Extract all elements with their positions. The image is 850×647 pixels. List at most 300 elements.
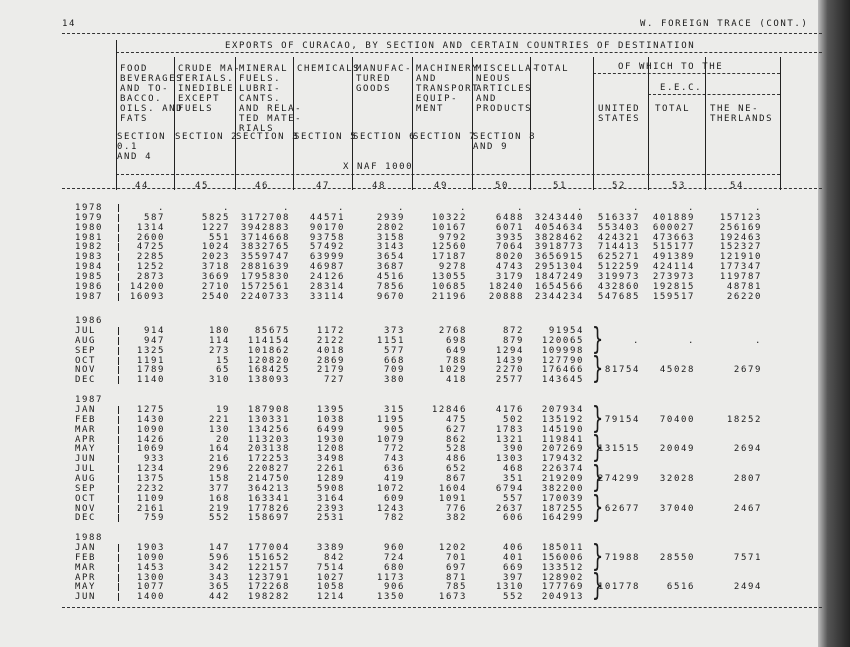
group-brace: } xyxy=(591,538,604,574)
column-section: SECTION 5 xyxy=(294,132,358,142)
table-cell: 12846 xyxy=(431,405,467,415)
table-cell: 1930 xyxy=(316,434,345,445)
quarter-cell: 6516 xyxy=(666,582,695,593)
column-section: SECTION 7 xyxy=(413,132,477,142)
table-cell: 176466 xyxy=(541,365,584,376)
table-cell: 177004 xyxy=(247,543,290,553)
table-cell: 26220 xyxy=(726,291,762,302)
table-cell: 113203 xyxy=(247,434,290,445)
table-cell: 3718 xyxy=(201,262,230,273)
row-label: 1983 xyxy=(75,252,104,263)
table-cell: 219 xyxy=(208,503,230,514)
table-cell: 1151 xyxy=(376,335,405,346)
row-label: 1979 xyxy=(75,212,104,223)
row-label: 1984 xyxy=(75,262,104,273)
table-cell: 364213 xyxy=(247,483,290,494)
row-label: 1981 xyxy=(75,232,104,243)
column-heading: UNITED STATES xyxy=(598,104,641,124)
table-cell: 192815 xyxy=(652,281,695,292)
table-cell: 187908 xyxy=(247,405,290,415)
quarter-cell: 274299 xyxy=(597,473,640,484)
table-cell: 468 xyxy=(502,464,524,475)
row-label: JUN xyxy=(75,592,97,603)
table-cell: 3164 xyxy=(316,493,345,504)
table-cell: 557 xyxy=(502,493,524,504)
dashed-rule xyxy=(648,94,780,95)
table-cell: 1058 xyxy=(316,582,345,593)
row-label: AUG xyxy=(75,335,97,346)
table-cell: 1795830 xyxy=(240,271,290,282)
table-cell: 14200 xyxy=(129,281,165,292)
row-label: 1980 xyxy=(75,222,104,233)
table-cell: 143645 xyxy=(541,375,584,386)
table-cell: 1202 xyxy=(438,543,467,553)
table-cell: 4743 xyxy=(495,262,524,273)
table-cell: 3654 xyxy=(376,252,405,263)
unit-label: X NAF 1000 xyxy=(343,162,414,172)
table-cell: 1275 xyxy=(136,405,165,415)
row-label: MAR xyxy=(75,424,97,435)
table-cell: 7514 xyxy=(316,562,345,573)
table-cell: 668 xyxy=(383,355,405,366)
table-cell: 6499 xyxy=(316,424,345,435)
table-cell: 207269 xyxy=(541,444,584,455)
table-cell: 2881639 xyxy=(240,262,290,273)
table-title: EXPORTS OF CURACAO, BY SECTION AND CERTAIN COUNTRIES OF DESTINATION xyxy=(225,41,696,51)
table-cell: 528 xyxy=(445,444,467,455)
table-cell: 7856 xyxy=(376,281,405,292)
table-cell: 3498 xyxy=(316,454,345,465)
table-cell: 1024 xyxy=(201,242,230,253)
table-cell: 1029 xyxy=(438,365,467,376)
table-cell: 727 xyxy=(323,375,345,386)
table-cell: 701 xyxy=(445,552,467,563)
table-cell: 486 xyxy=(445,454,467,465)
table-cell: 109998 xyxy=(541,345,584,356)
table-cell: 772 xyxy=(383,444,405,455)
table-cell: 48781 xyxy=(726,281,762,292)
quarter-cell: 2467 xyxy=(733,503,762,514)
quarter-cell: 71988 xyxy=(604,552,640,563)
table-cell: 1208 xyxy=(316,444,345,455)
table-cell: 170039 xyxy=(541,493,584,504)
table-cell: 390 xyxy=(502,444,524,455)
table-cell: 122157 xyxy=(247,562,290,573)
table-cell: 315 xyxy=(383,405,405,415)
table-cell: 3243440 xyxy=(534,212,584,223)
column-divider xyxy=(116,40,117,190)
table-cell: 1234 xyxy=(136,464,165,475)
table-cell: 382 xyxy=(445,513,467,524)
table-cell: 382200 xyxy=(541,483,584,494)
table-cell: 3714668 xyxy=(240,232,290,243)
table-cell: 130331 xyxy=(247,414,290,425)
table-cell: 151652 xyxy=(247,552,290,563)
table-cell: 552 xyxy=(208,513,230,524)
quarter-cell: 28550 xyxy=(659,552,695,563)
table-cell: 1140 xyxy=(136,375,165,386)
table-cell: 577 xyxy=(383,345,405,356)
table-cell: . xyxy=(157,203,165,213)
column-heading: CHEMICALS xyxy=(297,64,361,74)
column-code: 52 xyxy=(612,181,627,191)
table-cell: 473663 xyxy=(652,232,695,243)
table-cell: 401 xyxy=(502,552,524,563)
row-label: JAN xyxy=(75,543,97,553)
table-cell: 1079 xyxy=(376,434,405,445)
table-cell: 159517 xyxy=(652,291,695,302)
table-cell: 418 xyxy=(445,375,467,386)
dashed-rule xyxy=(116,174,780,175)
table-cell: 135192 xyxy=(541,414,584,425)
row-label: 1986 xyxy=(75,281,104,292)
table-cell: 192463 xyxy=(719,232,762,243)
quarter-cell: . xyxy=(754,335,762,346)
table-cell: 10685 xyxy=(431,281,467,292)
table-cell: 776 xyxy=(445,503,467,514)
table-cell: 1091 xyxy=(438,493,467,504)
column-heading: TOTAL xyxy=(534,64,570,74)
table-cell: 2122 xyxy=(316,335,345,346)
column-divider xyxy=(593,57,594,190)
dashed-rule xyxy=(116,52,822,53)
quarter-cell: 2494 xyxy=(733,582,762,593)
table-cell: 1294 xyxy=(495,345,524,356)
running-head: W. FOREIGN TRACE (CONT.) xyxy=(640,19,809,29)
table-cell: 669 xyxy=(502,562,524,573)
table-cell: 157123 xyxy=(719,212,762,223)
table-cell: . xyxy=(632,203,640,213)
row-label: NOV xyxy=(75,365,97,376)
table-cell: 842 xyxy=(323,552,345,563)
table-cell: 177826 xyxy=(247,503,290,514)
table-cell: 724 xyxy=(383,552,405,563)
table-cell: 24126 xyxy=(309,271,345,282)
table-cell: 1090 xyxy=(136,552,165,563)
table-cell: 424321 xyxy=(597,232,640,243)
table-cell: 1903 xyxy=(136,543,165,553)
row-label: 1985 xyxy=(75,271,104,282)
column-heading: CRUDE MA- TERIALS. INEDIBLE EXCEPT FUELS xyxy=(178,64,242,114)
table-cell: 491389 xyxy=(652,252,695,263)
table-cell: 512259 xyxy=(597,262,640,273)
table-cell: 3828462 xyxy=(534,232,584,243)
column-heading: MACHINERY AND TRANSPORT EQUIP- MENT xyxy=(416,64,480,114)
table-cell: 1789 xyxy=(136,365,165,376)
table-cell: 1195 xyxy=(376,414,405,425)
table-cell: 6488 xyxy=(495,212,524,223)
table-cell: 914 xyxy=(143,326,165,336)
table-cell: 1214 xyxy=(316,592,345,603)
table-cell: 1289 xyxy=(316,473,345,484)
table-cell: 680 xyxy=(383,562,405,573)
group-brace: } xyxy=(591,351,604,387)
row-label: SEP xyxy=(75,345,97,356)
table-cell: 1300 xyxy=(136,572,165,583)
table-cell: 3656915 xyxy=(534,252,584,263)
column-divider xyxy=(780,57,781,190)
table-cell: 2261 xyxy=(316,464,345,475)
of-which-label: OF WHICH TO THE xyxy=(618,62,724,72)
quarter-cell: 101778 xyxy=(597,582,640,593)
table-cell: 2768 xyxy=(438,326,467,336)
table-cell: 2873 xyxy=(136,271,165,282)
quarter-cell: 131515 xyxy=(597,444,640,455)
row-label: APR xyxy=(75,434,97,445)
table-cell: 16093 xyxy=(129,291,165,302)
table-cell: 2869 xyxy=(316,355,345,366)
table-cell: 207934 xyxy=(541,405,584,415)
table-cell: . xyxy=(397,203,405,213)
quarter-cell: 18252 xyxy=(726,414,762,425)
column-code: 50 xyxy=(495,181,510,191)
table-cell: 4054634 xyxy=(534,222,584,233)
table-cell: 3158 xyxy=(376,232,405,243)
quarter-cell: 2679 xyxy=(733,365,762,376)
table-cell: 3918773 xyxy=(534,242,584,253)
table-cell: 1439 xyxy=(495,355,524,366)
table-cell: 606 xyxy=(502,513,524,524)
table-cell: 120820 xyxy=(247,355,290,366)
table-cell: 90170 xyxy=(309,222,345,233)
quarter-cell: 2807 xyxy=(733,473,762,484)
group-brace: } xyxy=(591,489,604,525)
table-cell: 93758 xyxy=(309,232,345,243)
table-cell: 1453 xyxy=(136,562,165,573)
dashed-rule xyxy=(593,73,780,74)
table-cell: 296 xyxy=(208,464,230,475)
table-cell: 698 xyxy=(445,335,467,346)
table-cell: 2577 xyxy=(495,375,524,386)
period-year: 1986 xyxy=(75,316,104,326)
row-label: SEP xyxy=(75,483,97,494)
table-cell: 1400 xyxy=(136,592,165,603)
table-cell: 1077 xyxy=(136,582,165,593)
table-cell: . xyxy=(337,203,345,213)
table-cell: 709 xyxy=(383,365,405,376)
book-binding-shadow xyxy=(818,0,850,647)
table-cell: 57492 xyxy=(309,242,345,253)
table-cell: 502 xyxy=(502,414,524,425)
table-cell: 123791 xyxy=(247,572,290,583)
group-brace: } xyxy=(591,321,604,357)
row-label: JUN xyxy=(75,454,97,465)
table-cell: 649 xyxy=(445,345,467,356)
table-cell: 1572561 xyxy=(240,281,290,292)
table-cell: 406 xyxy=(502,543,524,553)
column-code: 49 xyxy=(434,181,449,191)
table-cell: 2344234 xyxy=(534,291,584,302)
table-cell: 552 xyxy=(502,592,524,603)
table-cell: 2161 xyxy=(136,503,165,514)
table-cell: 172253 xyxy=(247,454,290,465)
column-heading: MINERAL FUELS. LUBRI- CANTS. AND RELA- TED MATE- RIALS xyxy=(239,64,303,134)
table-cell: 516337 xyxy=(597,212,640,223)
table-cell: 627 xyxy=(445,424,467,435)
table-cell: 3143 xyxy=(376,242,405,253)
page-number: 14 xyxy=(62,19,77,29)
table-cell: 947 xyxy=(143,335,165,346)
table-cell: 168425 xyxy=(247,365,290,376)
table-cell: 220827 xyxy=(247,464,290,475)
table-cell: 119787 xyxy=(719,271,762,282)
table-cell: 547685 xyxy=(597,291,640,302)
table-cell: 85675 xyxy=(254,326,290,336)
table-cell: 6071 xyxy=(495,222,524,233)
row-label: OCT xyxy=(75,493,97,504)
table-cell: 120065 xyxy=(541,335,584,346)
table-cell: 46987 xyxy=(309,262,345,273)
table-cell: 121910 xyxy=(719,252,762,263)
quarter-cell: 62677 xyxy=(604,503,640,514)
row-label: NOV xyxy=(75,503,97,514)
table-cell: 1375 xyxy=(136,473,165,484)
table-cell: 1069 xyxy=(136,444,165,455)
table-cell: 636 xyxy=(383,464,405,475)
column-divider xyxy=(705,57,706,190)
table-cell: 419 xyxy=(383,473,405,484)
table-cell: 119841 xyxy=(541,434,584,445)
table-cell: 442 xyxy=(208,592,230,603)
table-cell: 1310 xyxy=(495,582,524,593)
quarter-cell: . xyxy=(687,335,695,346)
table-cell: 2939 xyxy=(376,212,405,223)
table-cell: 351 xyxy=(502,473,524,484)
table-cell: . xyxy=(222,203,230,213)
table-cell: 7064 xyxy=(495,242,524,253)
table-cell: 319973 xyxy=(597,271,640,282)
table-cell: 2951304 xyxy=(534,262,584,273)
table-cell: 587 xyxy=(143,212,165,223)
table-cell: 377 xyxy=(208,483,230,494)
column-code: 48 xyxy=(372,181,387,191)
table-cell: 20 xyxy=(215,434,230,445)
table-cell: 133512 xyxy=(541,562,584,573)
table-cell: 138093 xyxy=(247,375,290,386)
column-code: 45 xyxy=(195,181,210,191)
row-label: FEB xyxy=(75,414,97,425)
table-cell: 9278 xyxy=(438,262,467,273)
table-cell: 879 xyxy=(502,335,524,346)
table-cell: 145190 xyxy=(541,424,584,435)
row-label: MAR xyxy=(75,562,97,573)
table-cell: 515177 xyxy=(652,242,695,253)
row-label: JUL xyxy=(75,326,97,336)
table-cell: 185011 xyxy=(541,543,584,553)
table-cell: 1673 xyxy=(438,592,467,603)
table-cell: 44571 xyxy=(309,212,345,223)
table-cell: 1350 xyxy=(376,592,405,603)
table-cell: . xyxy=(754,203,762,213)
table-cell: 2393 xyxy=(316,503,345,514)
table-cell: 130 xyxy=(208,424,230,435)
quarter-cell: 79154 xyxy=(604,414,640,425)
row-label: APR xyxy=(75,572,97,583)
table-cell: 743 xyxy=(383,454,405,465)
table-cell: 401889 xyxy=(652,212,695,223)
table-cell: . xyxy=(687,203,695,213)
table-cell: 782 xyxy=(383,513,405,524)
column-code: 54 xyxy=(730,181,745,191)
table-cell: 63999 xyxy=(309,252,345,263)
table-cell: 365 xyxy=(208,582,230,593)
table-cell: 905 xyxy=(383,424,405,435)
table-cell: 1314 xyxy=(136,222,165,233)
table-cell: 551 xyxy=(208,232,230,243)
table-cell: 10322 xyxy=(431,212,467,223)
column-code: 53 xyxy=(672,181,687,191)
table-cell: 158 xyxy=(208,473,230,484)
table-cell: 163341 xyxy=(247,493,290,504)
group-brace: } xyxy=(591,430,604,466)
table-cell: 4018 xyxy=(316,345,345,356)
row-label: 1987 xyxy=(75,291,104,302)
column-code: 47 xyxy=(316,181,331,191)
table-cell: 18240 xyxy=(488,281,524,292)
table-cell: 2232 xyxy=(136,483,165,494)
table-cell: 10167 xyxy=(431,222,467,233)
group-brace: } xyxy=(591,400,604,436)
table-cell: 6794 xyxy=(495,483,524,494)
table-cell: 5908 xyxy=(316,483,345,494)
table-cell: 1654566 xyxy=(534,281,584,292)
table-cell: 759 xyxy=(143,513,165,524)
table-cell: 3942883 xyxy=(240,222,290,233)
table-cell: . xyxy=(459,203,467,213)
table-cell: 65 xyxy=(215,365,230,376)
table-cell: 33114 xyxy=(309,291,345,302)
table-cell: 373 xyxy=(383,326,405,336)
table-cell: 2240733 xyxy=(240,291,290,302)
table-cell: 697 xyxy=(445,562,467,573)
table-cell: 221 xyxy=(208,414,230,425)
table-cell: 9670 xyxy=(376,291,405,302)
table-cell: 310 xyxy=(208,375,230,386)
table-cell: 3172708 xyxy=(240,212,290,223)
table-cell: 273 xyxy=(208,345,230,356)
table-cell: 177347 xyxy=(719,262,762,273)
table-cell: 28314 xyxy=(309,281,345,292)
table-cell: 785 xyxy=(445,582,467,593)
table-cell: 2637 xyxy=(495,503,524,514)
table-cell: 1325 xyxy=(136,345,165,356)
table-cell: 127790 xyxy=(541,355,584,366)
table-cell: 1395 xyxy=(316,405,345,415)
table-cell: 20888 xyxy=(488,291,524,302)
quarter-cell: 20049 xyxy=(659,444,695,455)
table-cell: 101862 xyxy=(247,345,290,356)
table-cell: 164 xyxy=(208,444,230,455)
table-cell: 179432 xyxy=(541,454,584,465)
eec-label: E.E.C. xyxy=(660,83,703,93)
row-label: JAN xyxy=(75,405,97,415)
table-cell: 2802 xyxy=(376,222,405,233)
table-cell: 2710 xyxy=(201,281,230,292)
table-cell: 867 xyxy=(445,473,467,484)
table-cell: 600027 xyxy=(652,222,695,233)
row-label: JUL xyxy=(75,464,97,475)
table-cell: 2023 xyxy=(201,252,230,263)
table-cell: 342 xyxy=(208,562,230,573)
column-section: SECTION 3 xyxy=(236,132,300,142)
table-cell: 1172 xyxy=(316,326,345,336)
table-cell: 343 xyxy=(208,572,230,583)
table-cell: . xyxy=(516,203,524,213)
column-code: 44 xyxy=(135,181,150,191)
table-cell: 17187 xyxy=(431,252,467,263)
table-cell: 960 xyxy=(383,543,405,553)
column-heading: THE NE- THERLANDS xyxy=(710,104,774,124)
